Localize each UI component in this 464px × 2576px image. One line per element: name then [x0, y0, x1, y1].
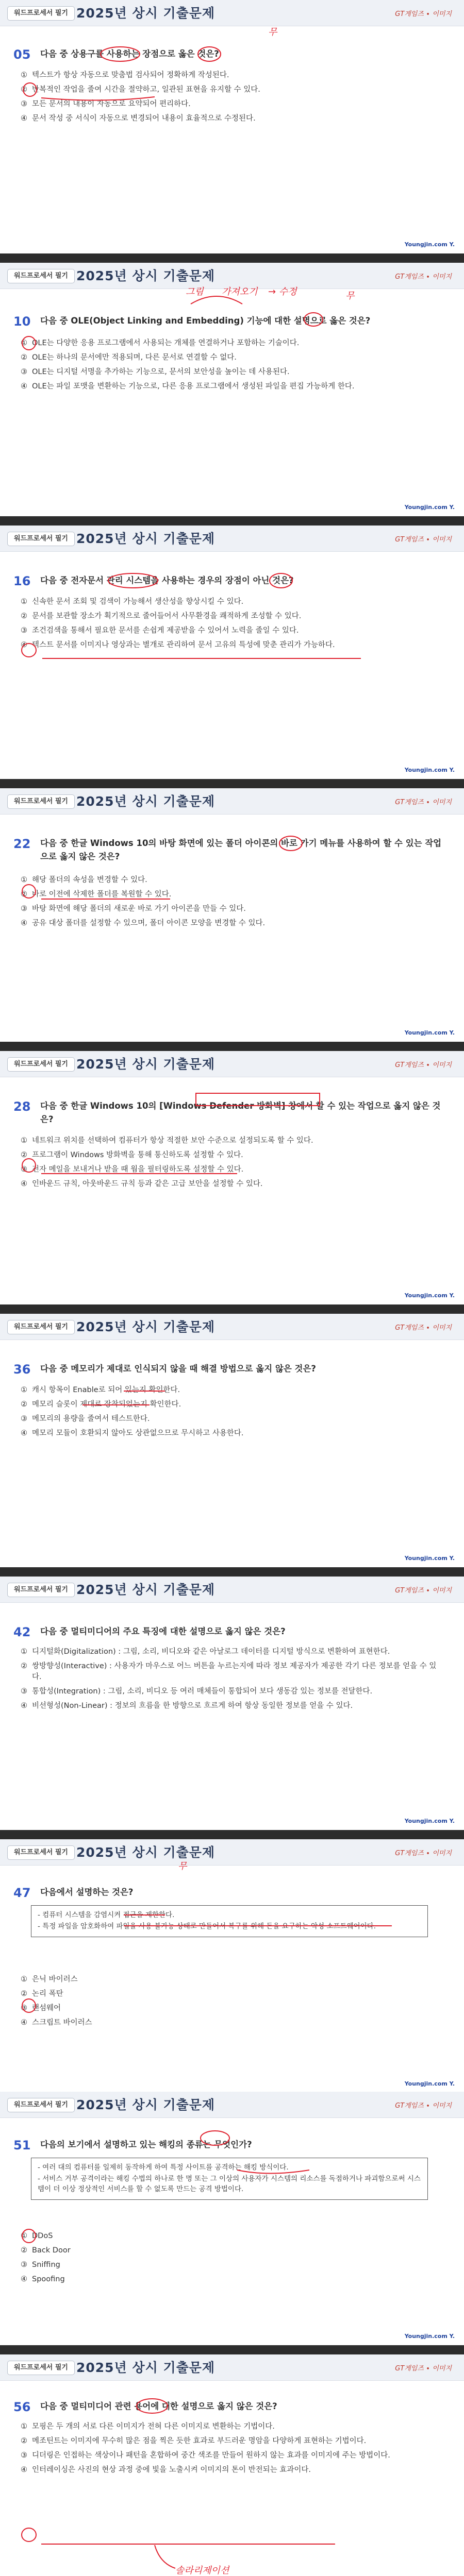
slide-q05	[0, 0, 464, 253]
footer-brand: Youngjin.com Y.	[404, 1555, 455, 1562]
subject-badge: 워드프로세서 필기	[7, 6, 75, 21]
slide-header	[0, 1577, 464, 1603]
options-list	[21, 1647, 445, 1715]
subject-badge: 워드프로세서 필기	[7, 269, 75, 283]
options-list	[21, 2421, 445, 2479]
option-3: ③ 디더링은 인접하는 색상이나 패턴을 혼합하여 중간 색조를 만들어 원하지 않는 효과를 이미지에 주는 방법이다.	[21, 2451, 390, 2460]
question-text: 다음에서 설명하는 것은?	[40, 1887, 134, 1897]
option-2: ② 논리 폭탄	[21, 1990, 63, 1998]
option-3: ③ 통합성(Integration) : 그림, 소리, 비디오 등 여러 매체들이 통합되어 보다 생동감 있는 정보를 전달한다.	[21, 1687, 373, 1696]
question-number: 16	[13, 574, 31, 588]
footer-brand: Youngjin.com Y.	[404, 2080, 455, 2087]
option-2: ② OLE는 하나의 문서에만 적용되며, 다른 문서로 연결할 수 없다.	[21, 353, 237, 362]
options-list	[21, 1385, 445, 1443]
handwritten-note: 무	[268, 27, 277, 38]
subject-badge: 워드프로세서 필기	[7, 1845, 75, 1860]
subject-badge: 워드프로세서 필기	[7, 2361, 75, 2375]
slide-title: 2025년 상시 기출문제	[76, 1582, 216, 1597]
question-number: 56	[13, 2400, 31, 2414]
question-text: 다음 중 멀티미디어의 주요 특징에 대한 설명으로 옳지 않은 것은?	[40, 1626, 286, 1636]
slide-q22	[0, 788, 464, 1042]
option-3: ③ 랜섬웨어	[21, 2004, 61, 2012]
subject-badge: 워드프로세서 필기	[7, 794, 75, 809]
option-1: ① 은닉 바이러스	[21, 1975, 78, 1984]
handwritten-header-note: GT게임즈 ∙ 이미지	[395, 799, 452, 806]
options-list	[21, 2231, 445, 2289]
passage-line: - 여러 대의 컴퓨터를 일제히 동작하게 하여 특정 사이트를 공격하는 해킹 방식이다.	[38, 2163, 289, 2172]
option-4: ④ 문서 작성 중 서식이 자동으로 변경되어 내용이 효율적으로 수정된다.	[21, 114, 256, 123]
option-2: ② 문서를 보관할 장소가 획기적으로 줄어들어서 사무환경을 쾌적하게 조성할 수 있다.	[21, 612, 302, 620]
option-3: ③ 메모리의 용량을 줄여서 테스트한다.	[21, 1415, 150, 1423]
subject-badge: 워드프로세서 필기	[7, 532, 75, 546]
option-4: ④ 텍스트 문서를 이미지나 영상과는 별개로 관리하여 문서 고유의 특성에 맞춘 관리가 가능하다.	[21, 641, 335, 649]
slide-q16	[0, 526, 464, 779]
option-1: ① 네트워크 위치를 선택하여 컴퓨터가 항상 적절한 보안 수준으로 설정되도록 할 수 있다.	[21, 1137, 313, 1145]
option-2: ② 메모리 슬롯이 제대로 장착되었는지 확인한다.	[21, 1400, 181, 1409]
option-4: ④ OLE는 파일 포맷을 변환하는 기능으로, 다른 응용 프로그램에서 생성된 파일을 편집 가능하게 한다.	[21, 382, 355, 391]
handwritten-note: 무	[345, 291, 355, 301]
options-list	[21, 338, 445, 396]
handwritten-note: 무	[178, 1861, 187, 1872]
handwritten-note: → 수정	[268, 286, 297, 297]
slide-header	[0, 2354, 464, 2381]
footer-brand: Youngjin.com Y.	[404, 2333, 455, 2340]
slide-q36	[0, 1314, 464, 1567]
subject-badge: 워드프로세서 필기	[7, 2098, 75, 2112]
option-2: ② 쌍방향성(Interactive) : 사용자가 마우스로 어느 버튼을 누르는지에 따라 정보 제공자가 제공한 각기 다른 정보를 얻을 수 있다.	[21, 1662, 437, 1681]
footer-brand: Youngjin.com Y.	[404, 1292, 455, 1299]
slide-title: 2025년 상시 기출문제	[76, 1057, 216, 1072]
slide-q51	[0, 2092, 464, 2345]
subject-badge: 워드프로세서 필기	[7, 1320, 75, 1334]
option-2: ② 메조틴트는 이미지에 무수히 많은 점을 찍은 듯한 효과로 부드러운 명암을 다양하게 표현하는 기법이다.	[21, 2437, 367, 2445]
footer-brand: Youngjin.com Y.	[404, 1029, 455, 1036]
option-1: ① 텍스트가 항상 자동으로 맞춤법 검사되어 정확하게 작성된다.	[21, 71, 229, 79]
handwritten-note: 가져오기	[222, 286, 258, 297]
option-2: ② 반복적인 작업을 줄여 시간을 절약하고, 일관된 표현을 유지할 수 있다.	[21, 86, 260, 94]
question-text: 다음 중 OLE(Object Linking and Embedding) 기능에 대한 설명으로 옳은 것은?	[40, 316, 371, 326]
option-2: ② 프로그램이 Windows 방화벽을 통해 통신하도록 설정할 수 있다.	[21, 1151, 243, 1159]
slide-q10	[0, 263, 464, 516]
options-list	[21, 597, 445, 654]
option-4: ④ 비선형성(Non-Linear) : 정보의 흐름을 한 방향으로 흐르게 하여 항상 동일한 정보를 얻을 수 있다.	[21, 1702, 353, 1710]
passage-line: - 서비스 거부 공격이라는 해킹 수법의 하나로 한 명 또는 그 이상의 사용자가 시스템의 리소스를 독점하거나 파괴함으로써 시스템이 더 이상 정상적인 서비스를 할 수 없도록 만드는 공격 방법이다.	[38, 2175, 421, 2193]
options-list	[21, 1136, 445, 1193]
question-number: 28	[13, 1099, 31, 1114]
slide-header	[0, 1051, 464, 1077]
option-1: ① 해당 폴더의 속성을 변경할 수 있다.	[21, 876, 147, 884]
option-2: ② 바로 이전에 삭제한 폴더를 복원할 수 있다.	[21, 890, 172, 899]
option-4: ④ 인터레이싱은 사진의 현상 과정 중에 빛을 노출시켜 이미지의 톤이 반전되는 효과이다.	[21, 2466, 311, 2474]
option-4: ④ 스크립트 바이러스	[21, 2019, 92, 2027]
question-number: 36	[13, 1362, 31, 1377]
handwritten-header-note: GT게임즈 ∙ 이미지	[395, 536, 452, 544]
option-3: ③ 조건검색을 통해서 필요한 문서를 손쉽게 제공받을 수 있어서 노력을 줄일 수 있다.	[21, 626, 299, 635]
question-text: 다음 중 상용구를 사용하는 장점으로 옳은 것은?	[40, 49, 219, 59]
question-number: 22	[13, 837, 31, 851]
option-3: ③ Sniffing	[21, 2261, 60, 2269]
subject-badge: 워드프로세서 필기	[7, 1057, 75, 1072]
footer-brand: Youngjin.com Y.	[404, 241, 455, 248]
option-1: ① OLE는 다양한 응용 프로그램에서 사용되는 개체를 연결하거나 포함하는 기술이다.	[21, 339, 300, 347]
slide-q28	[0, 1051, 464, 1304]
option-1: ① 디지털화(Digitalization) : 그림, 소리, 비디오와 같은 아날로그 데이터를 디지털 방식으로 변환하여 표현한다.	[21, 1648, 390, 1656]
title-year: 2025년	[76, 6, 127, 21]
footer-brand: Youngjin.com Y.	[404, 504, 455, 511]
slide-q42	[0, 1577, 464, 1830]
handwritten-header-note: GT게임즈 ∙ 이미지	[395, 2365, 452, 2372]
options-list	[21, 875, 445, 933]
slide-title: 2025년 상시 기출문제	[76, 1319, 216, 1334]
handwritten-header-note: GT게임즈 ∙ 이미지	[395, 273, 452, 281]
option-4: ④ Spoofing	[21, 2275, 65, 2283]
option-2: ② Back Door	[21, 2246, 71, 2255]
options-list	[21, 1974, 445, 2032]
question-passage-box	[31, 1905, 428, 1937]
handwritten-header-note: GT게임즈 ∙ 이미지	[395, 1850, 452, 1857]
slide-title: 2025년 상시 기출문제	[76, 2360, 216, 2375]
question-text: 다음 중 메모리가 제대로 인식되지 않을 때 해결 방법으로 옳지 않은 것은?	[40, 1364, 316, 1374]
handwritten-header-note: GT게임즈 ∙ 이미지	[395, 2102, 452, 2110]
slide-header	[0, 1314, 464, 1340]
handwritten-header-note: GT게임즈 ∙ 이미지	[395, 1324, 452, 1332]
question-number: 05	[13, 47, 31, 62]
question-text: 다음 중 멀티미디어 관련 용어에 대한 설명으로 옳지 않은 것은?	[40, 2401, 277, 2411]
option-1: ① 모핑은 두 개의 서로 다른 이미지가 전혀 다른 이미지로 변환하는 기법이다.	[21, 2422, 275, 2431]
slide-header	[0, 2092, 464, 2118]
passage-line: - 컴퓨터 시스템을 감염시켜 접근을 제한한다.	[38, 1911, 175, 1919]
handwritten-note: 그림	[186, 286, 204, 297]
question-number: 51	[13, 2138, 31, 2153]
slide-title: 2025년 상시 기출문제	[76, 2097, 216, 2112]
handwritten-header-note: GT게임즈 ∙ 이미지	[395, 10, 452, 18]
slide-title: 2025년 상시 기출문제	[76, 1845, 216, 1860]
slide-header	[0, 0, 464, 26]
slide-title: 2025년 상시 기출문제	[76, 268, 216, 283]
handwritten-header-note: GT게임즈 ∙ 이미지	[395, 1061, 452, 1069]
option-3: ③ 모든 문서의 내용이 자동으로 요약되어 편리하다.	[21, 100, 191, 108]
slide-q56	[0, 2354, 464, 2576]
question-number: 42	[13, 1625, 31, 1639]
slide-title	[76, 3, 215, 22]
option-4: ④ 공유 대상 폴더를 설정할 수 있으며, 폴더 아이콘 모양을 변경할 수 있다.	[21, 919, 266, 927]
option-4: ④ 인바운드 규칙, 아웃바운드 규칙 등과 같은 고급 보안을 설정할 수 있다.	[21, 1180, 263, 1188]
option-1: ① DDoS	[21, 2232, 53, 2240]
question-text: 다음 중 한글 Windows 10의 바탕 화면에 있는 폴더 아이콘의 바로 가기 메뉴를 사용하여 할 수 있는 작업으로 옳지 않은 것은?	[40, 838, 442, 861]
option-3: ③ 전자 메일을 보내거나 받을 때 웜을 필터링하도록 설정할 수 있다.	[21, 1165, 244, 1174]
slide-title: 2025년 상시 기출문제	[76, 531, 216, 546]
subject-badge: 워드프로세서 필기	[7, 1583, 75, 1597]
options-list	[21, 70, 445, 128]
footer-brand: Youngjin.com Y.	[404, 1818, 455, 1824]
handwritten-note: 솔라리제이션	[175, 2565, 229, 2576]
slide-header	[0, 263, 464, 289]
slide-title: 2025년 상시 기출문제	[76, 794, 216, 809]
option-4: ④ 메모리 모듈이 호환되지 않아도 상관없으므로 무시하고 사용한다.	[21, 1429, 244, 1437]
footer-brand: Youngjin.com Y.	[404, 767, 455, 773]
question-number: 47	[13, 1886, 31, 1900]
option-3: ③ 바탕 화면에 해당 폴더의 새로운 바로 가기 아이콘을 만들 수 있다.	[21, 905, 246, 913]
question-text: 다음 중 한글 Windows 10의 [Windows Defender 방화벽] 창에서 할 수 있는 작업으로 옳지 않은 것은?	[40, 1101, 441, 1124]
question-text: 다음 중 전자문서 관리 시스템을 사용하는 경우의 장점이 아닌 것은?	[40, 575, 294, 585]
question-text: 다음의 보기에서 설명하고 있는 해킹의 종류는 무엇인가?	[40, 2140, 252, 2149]
slide-header	[0, 788, 464, 815]
question-passage-box	[31, 2158, 428, 2200]
option-3: ③ OLE는 디지털 서명을 추가하는 기능으로, 문서의 보안성을 높이는 데 사용된다.	[21, 368, 290, 376]
option-1: ① 신속한 문서 조회 및 검색이 가능해서 생산성을 향상시킬 수 있다.	[21, 598, 244, 606]
question-number: 10	[13, 314, 31, 329]
slide-header	[0, 526, 464, 552]
title-text: 상시 기출문제	[132, 6, 216, 21]
option-1: ① 캐시 항목이 Enable로 되어 있는지 확인한다.	[21, 1386, 180, 1394]
slide-header	[0, 1839, 464, 1866]
slide-q47	[0, 1839, 464, 2093]
handwritten-header-note: GT게임즈 ∙ 이미지	[395, 1587, 452, 1595]
passage-line: - 특정 파일을 암호화하여 파일을 사용 불가능 상태로 만들어서 복구를 위해 돈을 요구하는 악성 소프트웨어이다.	[38, 1922, 376, 1930]
